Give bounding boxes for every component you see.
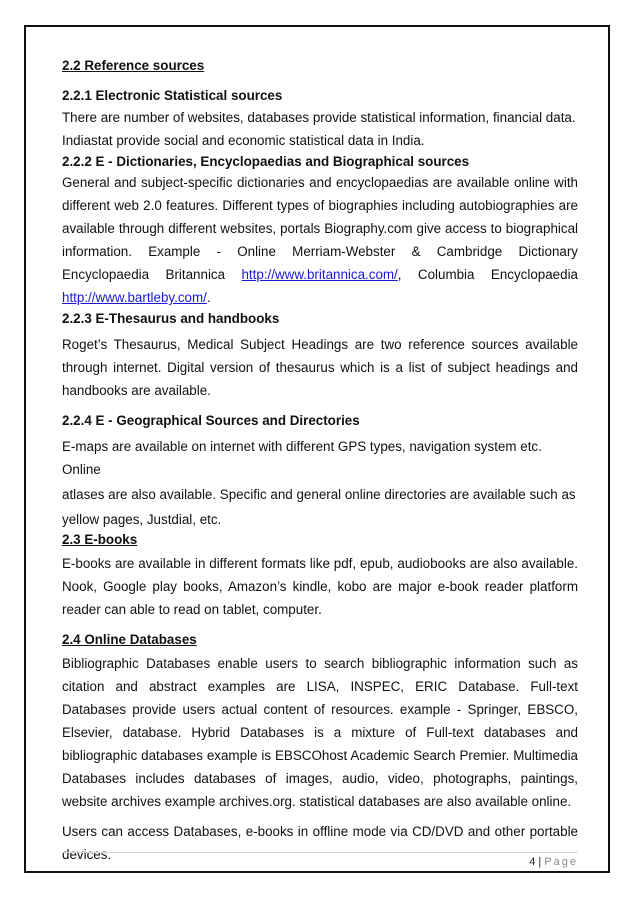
heading-2-2: 2.2 Reference sources (62, 58, 205, 73)
paragraph-2-2-1: There are number of websites, databases provide statistical information, financial data. Indiastat provide social and economic statistical data in India. (62, 110, 576, 148)
paragraph-2-2-4-line-2: atlases are also available. Specific and general online directories are available such as (62, 487, 576, 502)
paragraph-2-4-offline: Users can access Databases, e-books in offline mode via CD/DVD and other portable devices. (62, 824, 578, 862)
paragraph-2-2-2-text-c: . (206, 290, 211, 305)
paragraph-2-2-4-line-3: yellow pages, Justdial, etc. (62, 512, 222, 527)
britannica-link[interactable]: http://www.britannica.com/ (241, 267, 398, 282)
heading-2-4: 2.4 Online Databases (62, 632, 197, 647)
paragraph-2-2-2-text-a: General and subject-specific dictionaries and encyclopaedias are available online with different web 2.0 features. Different types of biographies including autobiographies are available through different websites, portals Biography.com give access to biographical information. Example - Online Merriam-Webster & Cambridge Dictionary Encyclopaedia Britannica (62, 175, 578, 282)
paragraph-2-2-2-text-b: , Columbia Encyclopaedia (397, 267, 578, 282)
paragraph-2-3: E-books are available in different formats like pdf, epub, audiobooks are also available. Nook, Google play books, Amazon’s kindle, kobo are major e-book reader platform reader can able to read on tablet, computer. (62, 556, 578, 617)
heading-2-2-4: 2.2.4 E - Geographical Sources and Directories (62, 413, 360, 428)
footer-separator: | (538, 856, 542, 868)
heading-2-3: 2.3 E-books (62, 532, 138, 547)
heading-2-2-2: 2.2.2 E - Dictionaries, Encyclopaedias and Biographical sources (62, 154, 470, 169)
footer-divider (62, 852, 578, 853)
page-label: Page (544, 856, 578, 868)
paragraph-2-2-2 (62, 171, 578, 309)
heading-2-2-3: 2.2.3 E-Thesaurus and handbooks (62, 311, 280, 326)
page-footer (529, 856, 578, 868)
paragraph-2-4: Bibliographic Databases enable users to search bibliographic information such as citation and abstract examples are LISA, INSPEC, ERIC Database. Full-text Databases provide users actual content of resources. example - Springer, EBSCO, Elsevier, database. Hybrid Databases is a mixture of Full-text databases and bibliographic databases example is EBSCOhost Academic Search Premier. Multimedia Databases includes databases of images, audio, video, photographs, paintings, website archives example archives.org. statistical databases are also available online. (62, 656, 578, 809)
paragraph-2-2-3: Roget’s Thesaurus, Medical Subject Headings are two reference sources available through internet. Digital version of thesaurus which is a list of subject headings and handbooks are available. (62, 337, 578, 398)
heading-2-2-1: 2.2.1 Electronic Statistical sources (62, 88, 283, 103)
paragraph-2-2-4-line-1: E-maps are available on internet with different GPS types, navigation system etc. Online (62, 439, 542, 477)
document-body (62, 57, 578, 866)
page-number: 4 (529, 856, 536, 868)
bartleby-link[interactable]: http://www.bartleby.com/ (62, 290, 207, 305)
